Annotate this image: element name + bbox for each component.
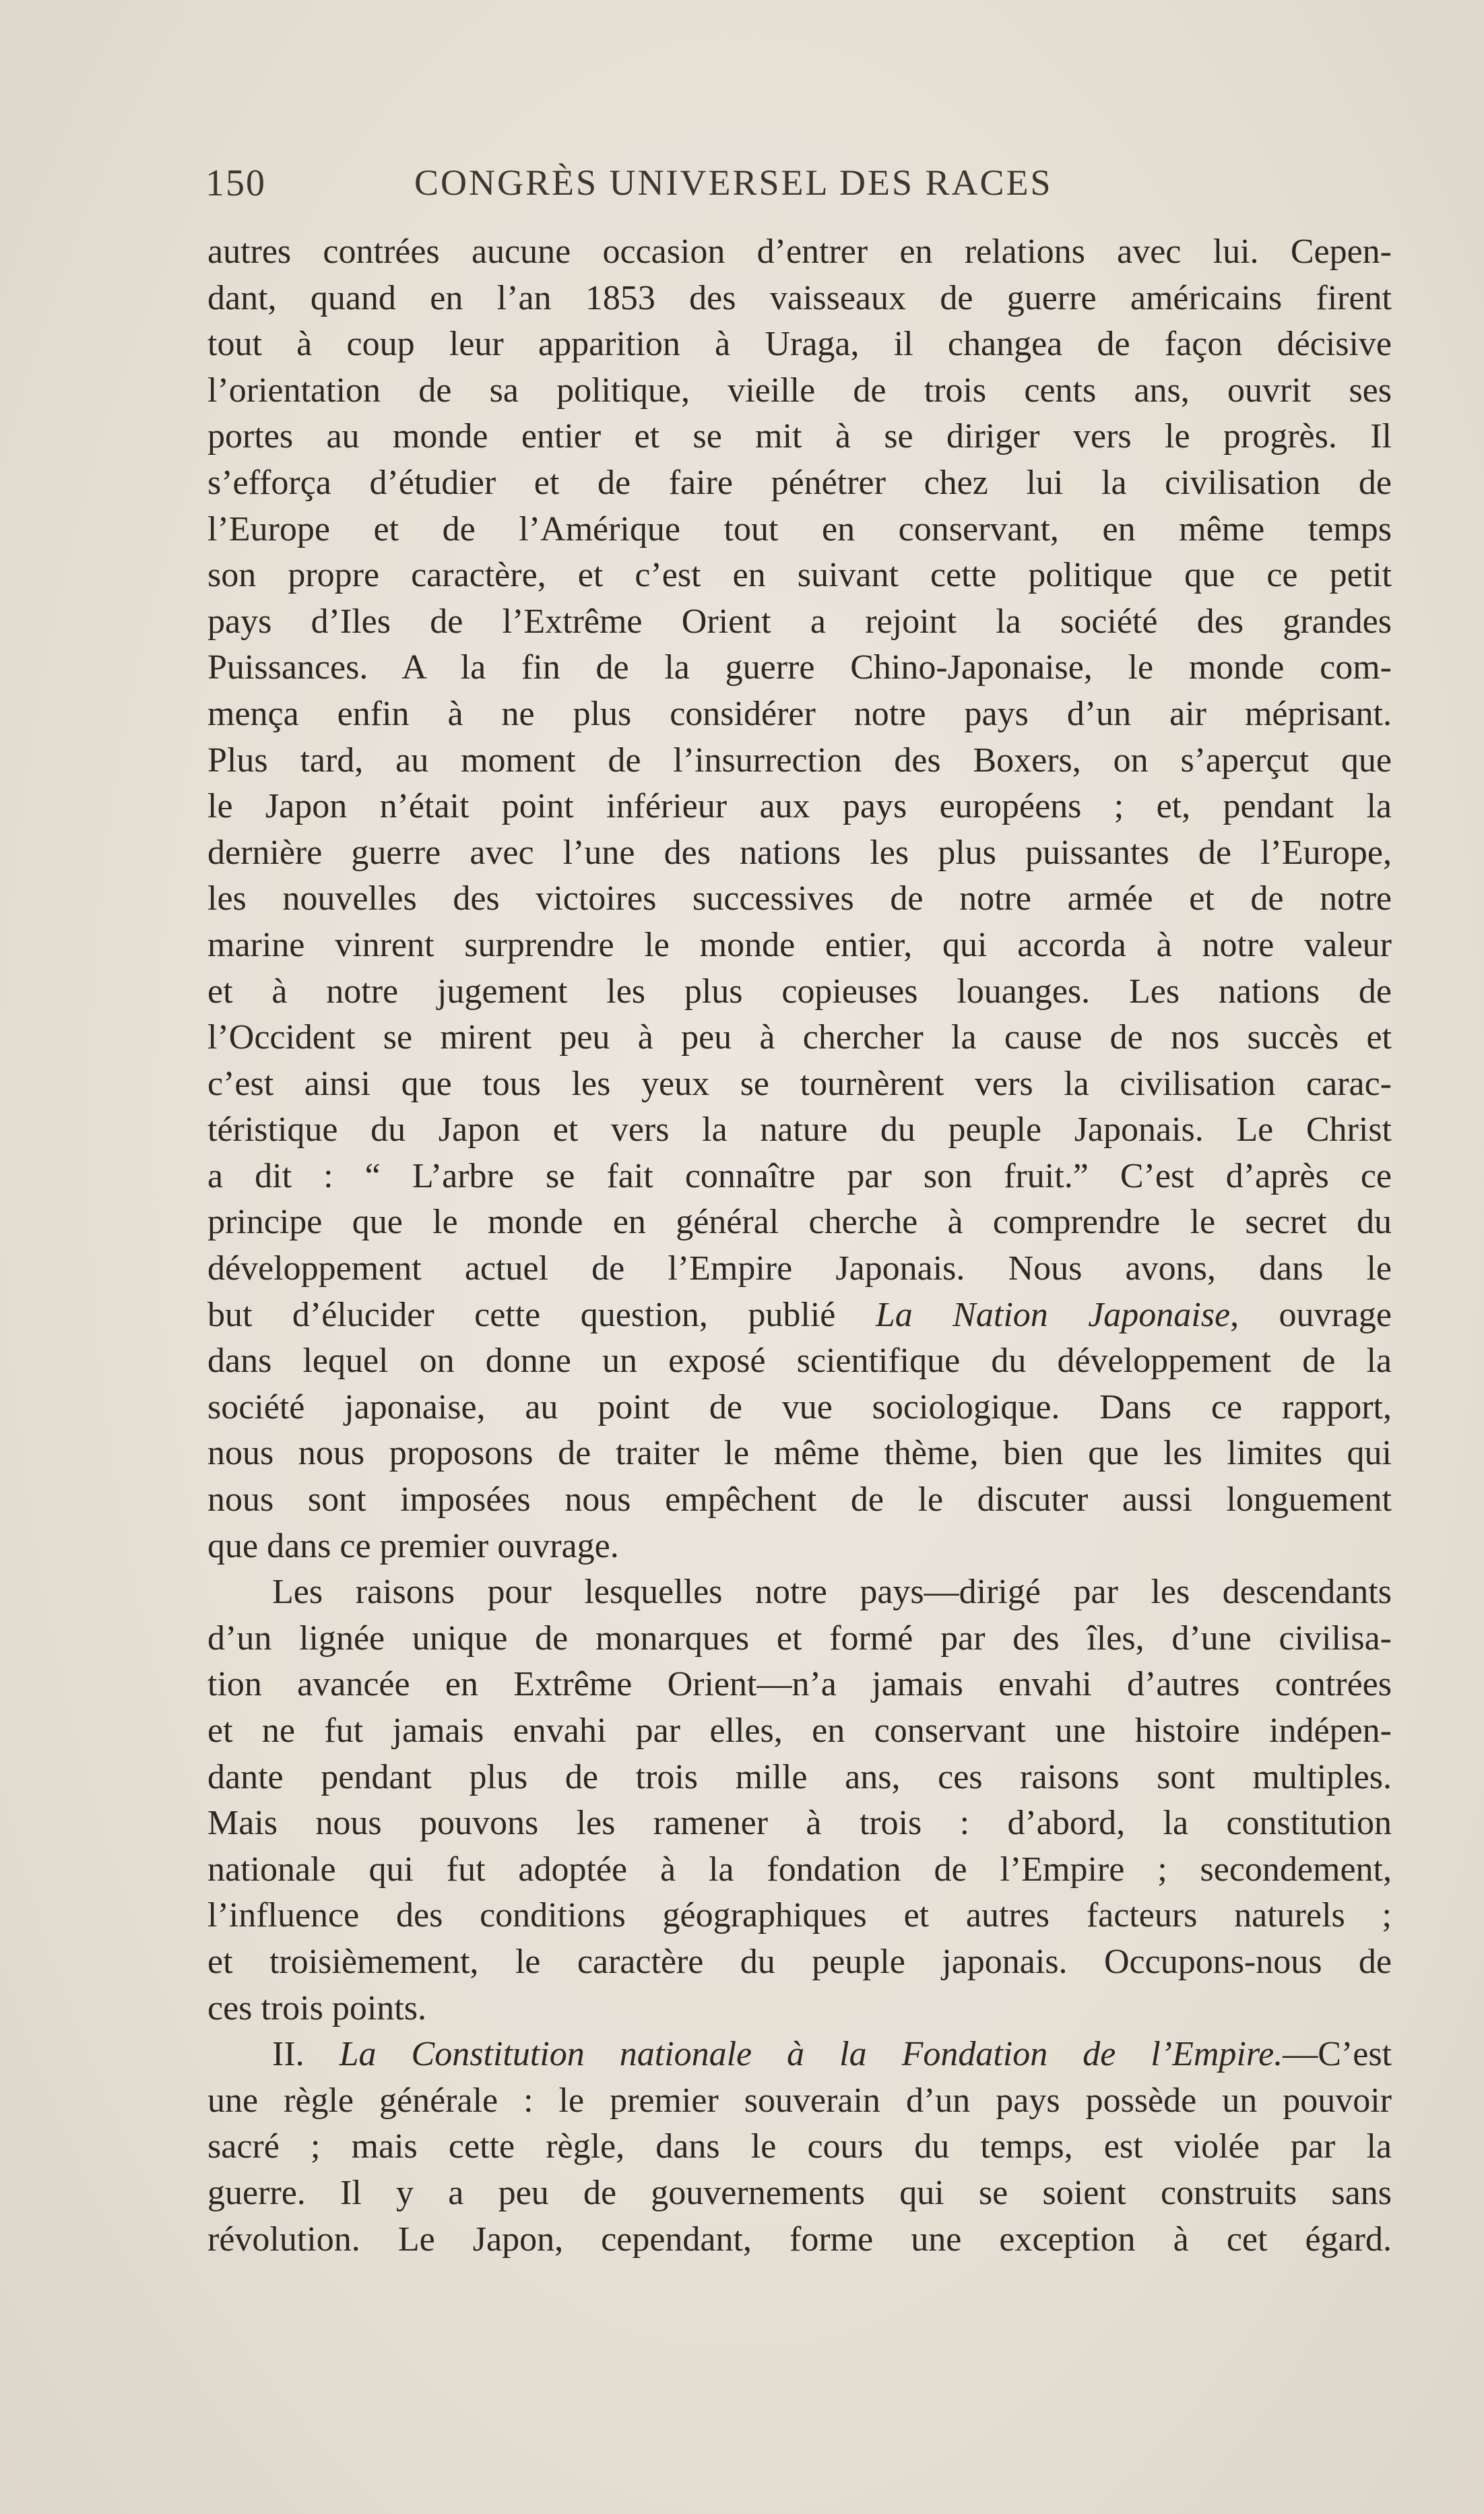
text-line: dernière guerre avec l’une des nations les plus puissantes de l’Europe, [207, 833, 1392, 872]
section-number: II. [272, 2035, 340, 2074]
text-line: société japonaise, au point de vue sociologique. Dans ce rapport, [207, 1387, 1392, 1426]
paragraph-1 [207, 229, 1392, 1569]
text-line: nationale qui fut adoptée à la fondation de l’Empire ; secondement, [207, 1850, 1392, 1889]
text-line: ces trois points. [207, 1988, 426, 2028]
text-line: et à notre jugement les plus copieuses louanges. Les nations de [207, 972, 1392, 1011]
text-line: tion avancée en Extrême Orient—n’a jamais envahi d’autres contrées [207, 1665, 1392, 1704]
text-line: Mais nous pouvons les ramener à trois : d’abord, la constitution [207, 1804, 1392, 1843]
text-line: téristique du Japon et vers la nature du peuple Japonais. Le Christ [207, 1110, 1392, 1150]
text-line: principe que le monde en général cherche à comprendre le secret du [207, 1203, 1392, 1242]
text-line: et troisièmement, le caractère du peuple japonais. Occupons-nous de [207, 1942, 1392, 1981]
text-line: nous sont imposées nous empêchent de le discuter aussi longuement [207, 1480, 1392, 1519]
text-line: l’Occident se mirent peu à peu à chercher la cause de nos succès et [207, 1018, 1392, 1057]
text-line: développement actuel de l’Empire Japonais. Nous avons, dans le [207, 1249, 1392, 1288]
page-header [205, 162, 1219, 209]
text-fragment: , ouvrage [1230, 1295, 1392, 1334]
section-heading [207, 2032, 1392, 2078]
section-2 [207, 2032, 1392, 2263]
text-line: dante pendant plus de trois mille ans, ces raisons sont multiples. [207, 1757, 1392, 1796]
text-line: et ne fut jamais envahi par elles, en conservant une histoire indépen- [207, 1711, 1392, 1750]
paragraph-2 [207, 1569, 1392, 2032]
text-line: dans lequel on donne un exposé scientifique du développement de la [207, 1342, 1392, 1381]
text-line: pays d’Iles de l’Extrême Orient a rejoint la société des grandes [207, 602, 1392, 641]
text-line: portes au monde entier et se mit à se diriger vers le progrès. Il [207, 417, 1392, 456]
body-text [207, 229, 1392, 2263]
book-title: La Nation Japonaise [875, 1295, 1231, 1334]
text-line: révolution. Le Japon, cependant, forme une exception à cet égard. [207, 2220, 1392, 2259]
text-line: marine vinrent surprendre le monde entier, qui accorda à notre valeur [207, 925, 1392, 964]
text-fragment: —C’est [1283, 2035, 1392, 2074]
text-line: son propre caractère, et c’est en suivant cette politique que ce petit [207, 556, 1392, 595]
text-line: l’Europe et de l’Amérique tout en conservant, en même temps [207, 509, 1392, 548]
running-title: CONGRÈS UNIVERSEL DES RACES [414, 162, 1053, 203]
text-line-with-title [207, 1292, 1392, 1339]
text-line: a dit : “ L’arbre se fait connaître par son fruit.” C’est d’après ce [207, 1156, 1392, 1195]
text-line: sacré ; mais cette règle, dans le cours du temps, est violée par la [207, 2127, 1392, 2166]
text-line: les nouvelles des victoires successives de notre armée et de notre [207, 879, 1392, 918]
text-line: autres contrées aucune occasion d’entrer en relations avec lui. Cepen- [207, 232, 1392, 271]
text-fragment: but d’élucider cette question, publié [207, 1295, 876, 1334]
section-title: La Constitution nationale à la Fondation de l’Empire. [339, 2035, 1283, 2074]
text-line: Plus tard, au moment de l’insurrection des Boxers, on s’aperçut que [207, 741, 1392, 780]
text-line: l’orientation de sa politique, vieille de trois cents ans, ouvrit ses [207, 371, 1392, 410]
text-line: mença enfin à ne plus considérer notre pays d’un air méprisant. [207, 694, 1392, 733]
text-line: tout à coup leur apparition à Uraga, il changea de façon décisive [207, 325, 1392, 364]
text-line: Les raisons pour lesquelles notre pays—dirigé par les descendants [272, 1573, 1392, 1612]
text-line: nous nous proposons de traiter le même thème, bien que les limites qui [207, 1434, 1392, 1473]
text-line: l’influence des conditions géographiques et autres facteurs naturels ; [207, 1896, 1392, 1935]
page-number: 150 [205, 162, 266, 204]
text-line: dant, quand en l’an 1853 des vaisseaux de guerre américains firent [207, 278, 1392, 317]
text-line: une règle générale : le premier souverain d’un pays possède un pouvoir [207, 2081, 1392, 2120]
text-line: guerre. Il y a peu de gouvernements qui se soient construits sans [207, 2173, 1392, 2212]
text-line: le Japon n’était point inférieur aux pays européens ; et, pendant la [207, 787, 1392, 826]
text-line: Puissances. A la fin de la guerre Chino-Japonaise, le monde com- [207, 648, 1392, 687]
text-line: que dans ce premier ouvrage. [207, 1526, 619, 1565]
text-line: d’un lignée unique de monarques et formé par des îles, d’une civilisa- [207, 1619, 1392, 1658]
text-line: c’est ainsi que tous les yeux se tournèrent vers la civilisation carac- [207, 1064, 1392, 1103]
text-line: s’efforça d’étudier et de faire pénétrer chez lui la civilisation de [207, 463, 1392, 502]
